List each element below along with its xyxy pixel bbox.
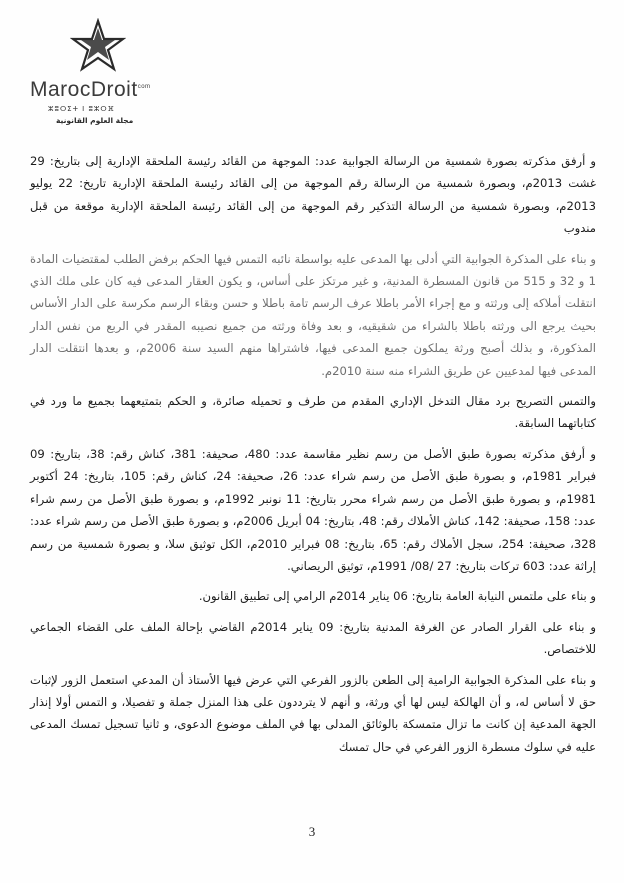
logo-trademark: com — [137, 84, 151, 90]
paragraph-chamber-decision: و بناء على القرار الصادر عن الغرفة المدنية بتاريخ: 09 يناير 2014م القاضي بإحالة الملف على القضاء الجماعي للاختصاص. — [30, 619, 596, 657]
star-icon — [70, 18, 126, 74]
marocdroit-logo — [18, 18, 178, 138]
logo-wordmark: MarocDroit$^{com}$ — [30, 78, 151, 101]
paragraph-forgery-claim: و بناء على المذكرة الجوابية الرامية إلى الطعن بالزور الفرعي التي عرض فيها الأستاذ أن المدعي استعمل الزور لإثبات حق لا أساس له، و أن الهالكة ليس لها أي ورثة، و أنهم لا يترددون على هذا المنزل جملة و تفصيلا، و التمس أولا إنذار الجهة المدعية إن كانت ما تزال متمسكة بالوثائق المدلى بها في الملف موضوع الدعوى، و ثانيا تسجيل تمسك المدعى عليه في سلوك مسطرة الزور الفرعي في حال تمسك — [30, 672, 596, 754]
paragraph-defendant-reply: و بناء على المذكرة الجوابية التي أدلى بها المدعى عليه بواسطة نائبه التمس فيها الحكم برفض الطلب لمقتضيات المادة 1 و 32 و 515 من قانون المسطرة المدنية، و غير مرتكز على أساس، و يكون العقار المدعى فيه كان على ملك الذي انتقلت أملاكه إلى ورثته و مع إجراء الأمر باطلا عرف الرسم تامة باطلا و حسن وبقاء الرسم مكرسة على الدار الأساس بحيث يرجع الى ورثته باطلا بالشراء من شقيقيه، و بعد وفاة ورثته من جميع نصيبه المقدر في الربع من نفس الدار المذكورة، و بذلك أصبح ورثة يملكون جميع المدعى فيها، فاشتراها منهم السيد سنة 2006م، و بعدها انتقلت الدار المدعى فيها لمدعيين عن طريق الشراء منه سنة 2010م. — [30, 251, 596, 378]
paragraph-prosecution-request: و بناء على ملتمس النيابة العامة بتاريخ: 06 يناير 2014م الرامي إلى تطبيق القانون. — [198, 589, 596, 604]
logo-tifinagh: ⵣⵓⵔⵉⵜ ⵏ ⵓⵣⵔⴼ — [48, 105, 115, 113]
paragraph-attachments-letters: و أرفق مذكرته بصورة شمسية من الرسالة الجوابية عدد: الموجهة من القائد رئيسة الملحقة الإدارية إلى بتاريخ: 29 غشت 2013م، وبصورة شمسية من الرسالة رقم الموجهة من إلى القائد رئيسة الملحقة الإدارية تاريخ: 22 يوليو 2013م، وبصورة شمسية من الرسالة التذكير رقم الموجهة من إلى القائد رئيسة الملحقة الإدارية موقعة من قبل مندوب — [30, 154, 596, 236]
paragraph-request: والتمس التصريح برد مقال التدخل الإداري المقدم من طرف و تحميله صائرة، و الحكم بتمتيعهما بجميع ما ورد في كتاباتهما السابقة. — [30, 394, 596, 431]
paragraph-deed-copies: و أرفق مذكرته بصورة طبق الأصل من رسم نظير مقاسمة عدد: 480، صحيفة: 381، كناش رقم: 38، بتاريخ: 09 فبراير 1981م، و بصورة طبق الأصل من رسم شراء عدد: 26، صحيفة: 24، كناش رقم: 105، بتاريخ: 24 أكتوبر 1981م، و بصورة طبق الأصل من رسم شراء محرر بتاريخ: 11 نونبر 1992م، و بصورة طبق الأصل من رسم شراء عدد: 158، صحيفة: 142، كناش الأملاك رقم: 48، بتاريخ: 04 أبريل 2006م، و بصورة طبق الأصل من رسم شراء عدد: 328، صحيفة: 254، سجل الأملاك رقم: 65، بتاريخ: 08 فبراير 2010م، الكل توثيق سلا، و بصورة شمسية من رسم إراثة عدد: 603 تركات بتاريخ: 27 /08/ 1991م، توثيق الريصاني. — [30, 446, 597, 573]
document-body — [30, 150, 596, 766]
page-number: 3 — [308, 824, 316, 839]
logo-tagline: مجلة العلوم القانونية — [56, 116, 134, 125]
